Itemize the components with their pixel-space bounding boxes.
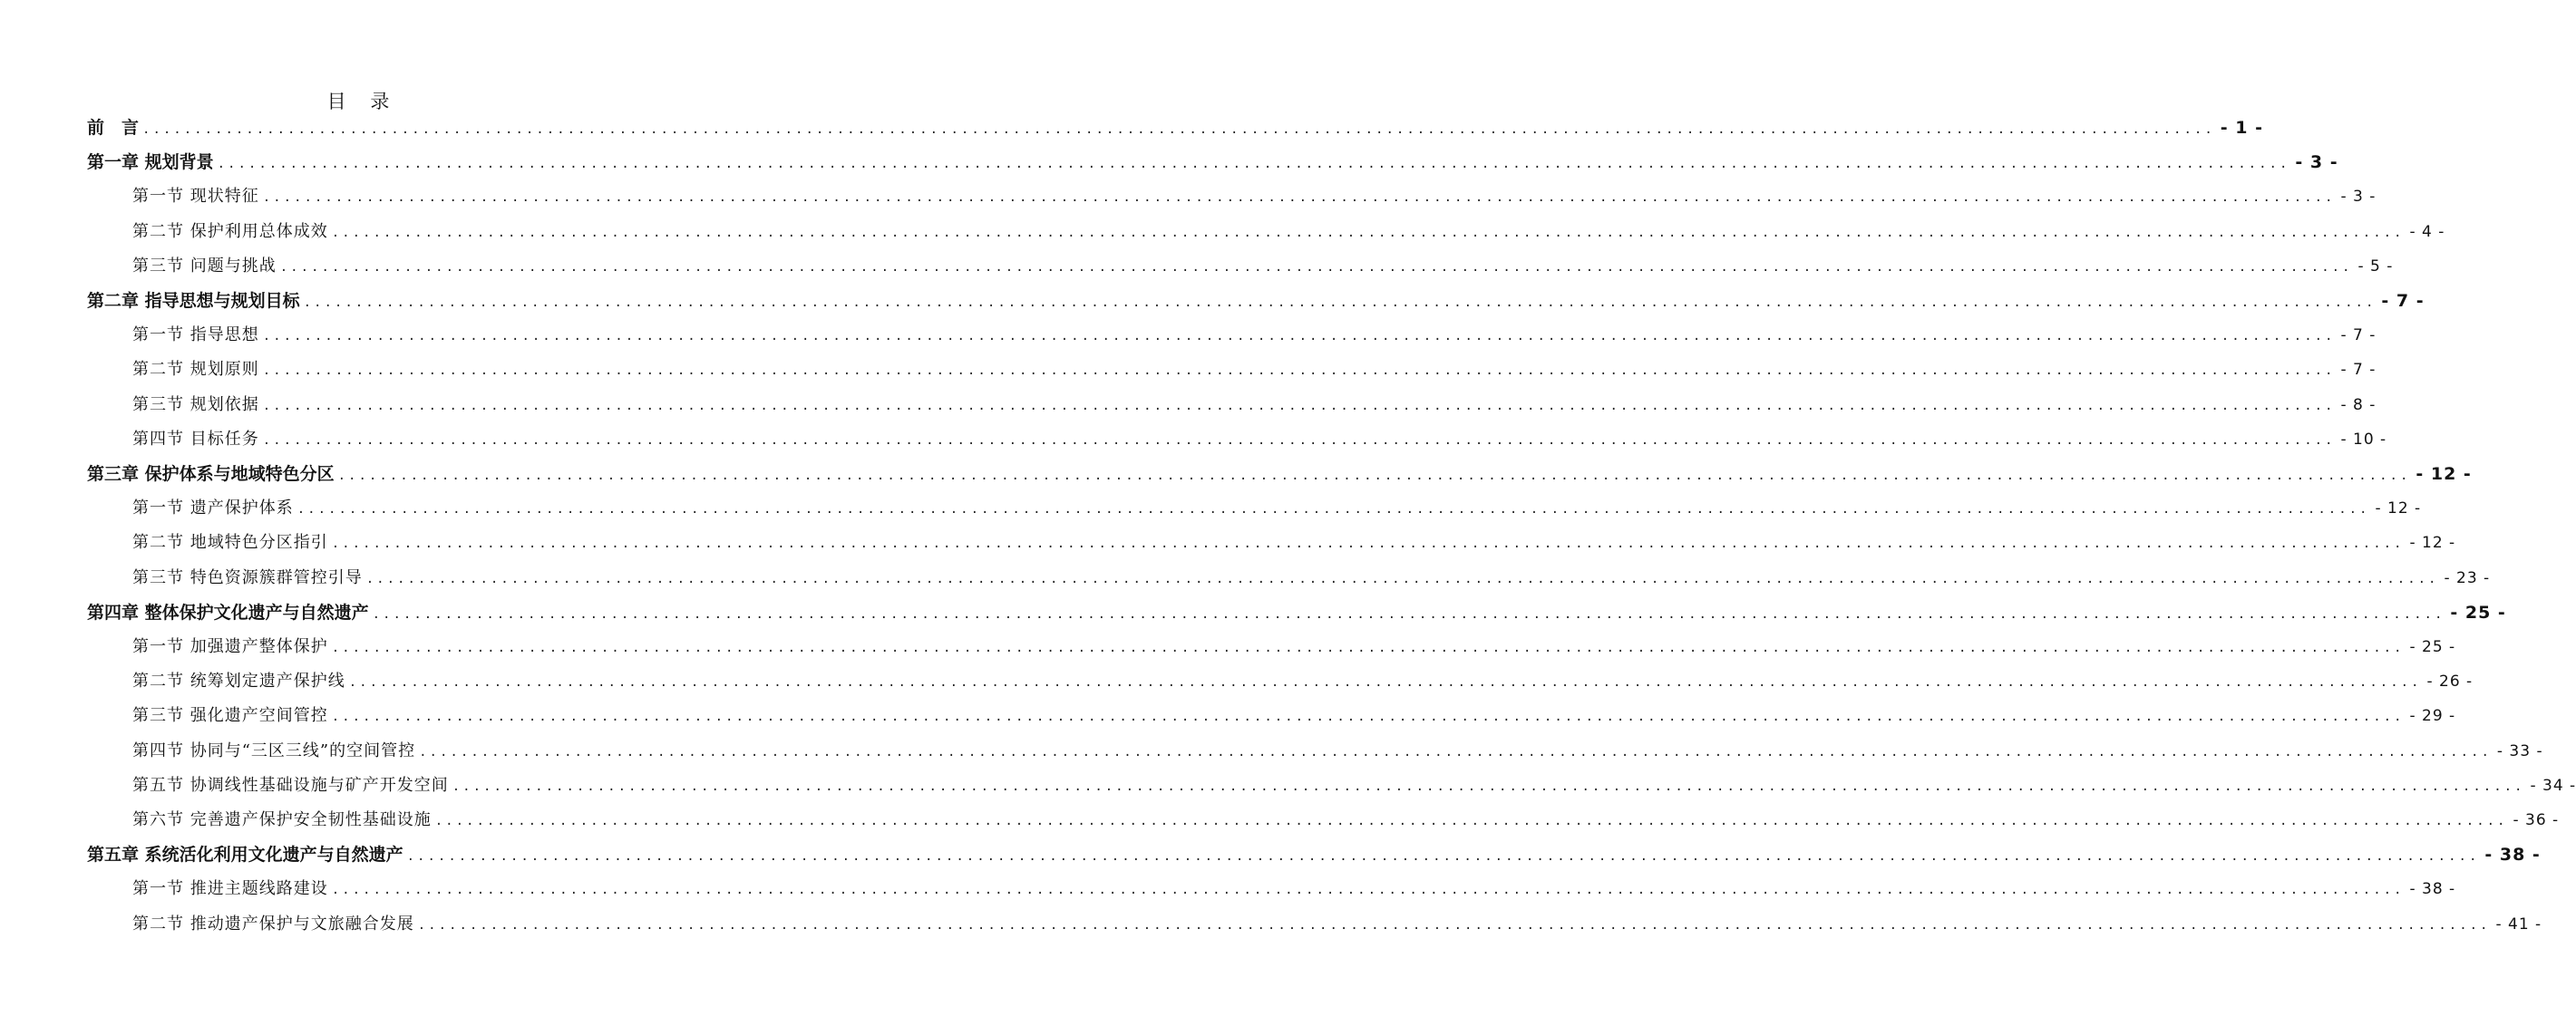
toc-entry-label: 第五节 协调线性基础设施与矿产开发空间: [132, 775, 449, 795]
toc-page-number: - 10 -: [2340, 430, 2387, 449]
toc-entry-label: 第一章 规划背景: [87, 152, 214, 173]
toc-entry-label: 第二节 地域特色分区指引: [132, 533, 328, 553]
toc-section-entry[interactable]: [132, 635, 2456, 659]
dot-leader: ........................................................................................................................................................................................................: [337, 469, 2411, 483]
toc-section-entry[interactable]: [132, 704, 2456, 728]
toc-entry-label: 第二节 规划原则: [132, 360, 259, 380]
toc-page-number: - 38 -: [2409, 880, 2456, 899]
toc-entry-label: 第二章 指导思想与规划目标: [87, 291, 300, 311]
toc-chapter-entry[interactable]: [87, 150, 2338, 174]
toc-section-entry[interactable]: [132, 185, 2377, 208]
toc-section-entry[interactable]: [132, 774, 2576, 798]
toc-page-number: - 12 -: [2416, 464, 2472, 484]
toc-entry-label: 第三章 保护体系与地域特色分区: [87, 464, 335, 484]
toc-page-number: - 1 -: [2220, 118, 2263, 138]
toc-section-entry[interactable]: [132, 220, 2445, 244]
toc-page-number: - 26 -: [2426, 673, 2474, 692]
toc-page-number: - 5 -: [2357, 256, 2394, 276]
toc-entry-label: 第三节 特色资源簇群管控引导: [132, 567, 363, 587]
toc-entry-label: 第五章 系统活化利用文化遗产与自然遗产: [87, 845, 403, 866]
toc-entry-label: 第一节 推进主题线路建设: [132, 879, 328, 899]
toc-chapter-entry[interactable]: [87, 116, 2263, 140]
dot-leader: ........................................................................................................................................................................................................: [434, 814, 2508, 828]
toc-entry-label: 第四章 整体保护文化遗产与自然遗产: [87, 602, 369, 623]
toc-page-number: - 23 -: [2444, 568, 2491, 587]
dot-leader: ........................................................................................................................................................................................................: [348, 675, 2422, 691]
toc-page-number: - 7 -: [2381, 291, 2425, 311]
dot-leader: ........................................................................................................................................................................................................: [331, 641, 2405, 655]
dot-leader: ........................................................................................................................................................................................................: [262, 329, 2336, 344]
toc-page-number: - 7 -: [2340, 326, 2377, 345]
dot-leader: ........................................................................................................................................................................................................: [417, 917, 2491, 933]
dot-leader: ........................................................................................................................................................................................................: [142, 122, 2215, 137]
dot-leader: ........................................................................................................................................................................................................: [331, 883, 2405, 898]
dot-leader: ........................................................................................................................................................................................................: [331, 537, 2405, 552]
dot-leader: ........................................................................................................................................................................................................: [452, 779, 2525, 794]
toc-chapter-entry[interactable]: [87, 601, 2506, 624]
toc-entry-label: 第二节 统筹划定遗产保护线: [132, 672, 345, 692]
toc-entry-label: 第一节 遗产保护体系: [132, 498, 294, 518]
toc-page-number: - 25 -: [2450, 602, 2506, 623]
toc-page-number: - 4 -: [2409, 222, 2445, 241]
toc-section-entry[interactable]: [132, 913, 2542, 936]
toc-section-entry[interactable]: [132, 358, 2377, 382]
toc-entry-label: 第四节 目标任务: [132, 429, 259, 449]
dot-leader: ........................................................................................................................................................................................................: [279, 259, 2353, 275]
toc-entry-label: 第一节 指导思想: [132, 325, 259, 345]
toc-chapter-entry[interactable]: [87, 462, 2472, 486]
toc-entry-label: 第三节 规划依据: [132, 394, 259, 414]
toc-entry-label: 第三节 问题与挑战: [132, 256, 277, 276]
dot-leader: ........................................................................................................................................................................................................: [262, 432, 2336, 448]
dot-leader: ........................................................................................................................................................................................................: [365, 571, 2439, 586]
toc-entry-label: 第一节 加强遗产整体保护: [132, 637, 328, 656]
toc-section-entry[interactable]: [132, 566, 2491, 590]
toc-page-number: - 25 -: [2409, 638, 2456, 656]
toc-entry-label: 第二节 推动遗产保护与文旅融合发展: [132, 914, 414, 934]
toc-title: 目 录: [326, 91, 399, 112]
toc-page-number: - 36 -: [2513, 811, 2560, 829]
dot-leader: ........................................................................................................................................................................................................: [419, 744, 2492, 760]
toc-page-number: - 3 -: [2340, 188, 2377, 207]
toc-page-number: - 38 -: [2484, 845, 2541, 866]
toc-entry-label: 第一节 现状特征: [132, 187, 259, 207]
dot-leader: ........................................................................................................................................................................................................: [406, 849, 2480, 865]
toc-entry-label: 第二节 保护利用总体成效: [132, 221, 328, 241]
dot-leader: ........................................................................................................................................................................................................: [372, 606, 2445, 622]
toc-page-number: - 12 -: [2375, 499, 2422, 518]
toc-page-number: - 33 -: [2496, 741, 2543, 760]
dot-leader: ........................................................................................................................................................................................................: [262, 190, 2336, 206]
toc-section-entry[interactable]: [132, 808, 2560, 832]
toc-page-number: - 34 -: [2530, 776, 2576, 795]
toc-section-entry[interactable]: [132, 255, 2394, 278]
toc-entry-label: 第六节 完善遗产保护安全韧性基础设施: [132, 810, 432, 829]
toc-section-entry[interactable]: [132, 324, 2377, 347]
toc-entry-label: 前 言: [87, 118, 140, 138]
toc-entry-label: 第三节 强化遗产空间管控: [132, 706, 328, 726]
toc-page-number: - 7 -: [2340, 361, 2377, 380]
dot-leader: ........................................................................................................................................................................................................: [331, 710, 2405, 725]
dot-leader: ........................................................................................................................................................................................................: [303, 295, 2377, 310]
toc-entry-label: 第四节 协同与“三区三线”的空间管控: [132, 740, 416, 760]
dot-leader: ........................................................................................................................................................................................................: [262, 398, 2336, 413]
toc-page-number: - 3 -: [2295, 152, 2338, 173]
dot-leader: ........................................................................................................................................................................................................: [331, 225, 2405, 240]
toc-page-number: - 29 -: [2409, 707, 2456, 726]
toc-chapter-entry[interactable]: [87, 843, 2541, 866]
toc-section-entry[interactable]: [132, 393, 2377, 417]
toc-chapter-entry[interactable]: [87, 289, 2425, 313]
toc-section-entry[interactable]: [132, 740, 2543, 763]
toc-section-entry[interactable]: [132, 531, 2456, 555]
toc-page-number: - 8 -: [2340, 395, 2377, 414]
dot-leader: ........................................................................................................................................................................................................: [217, 157, 2290, 172]
toc-page-number: - 12 -: [2409, 534, 2456, 553]
toc-page-number: - 41 -: [2495, 915, 2542, 934]
dot-leader: ........................................................................................................................................................................................................: [296, 502, 2370, 518]
dot-leader: ........................................................................................................................................................................................................: [262, 363, 2336, 379]
toc-section-entry[interactable]: [132, 670, 2474, 693]
toc-section-entry[interactable]: [132, 877, 2456, 901]
toc-section-entry[interactable]: [132, 428, 2387, 451]
toc-section-entry[interactable]: [132, 497, 2422, 520]
